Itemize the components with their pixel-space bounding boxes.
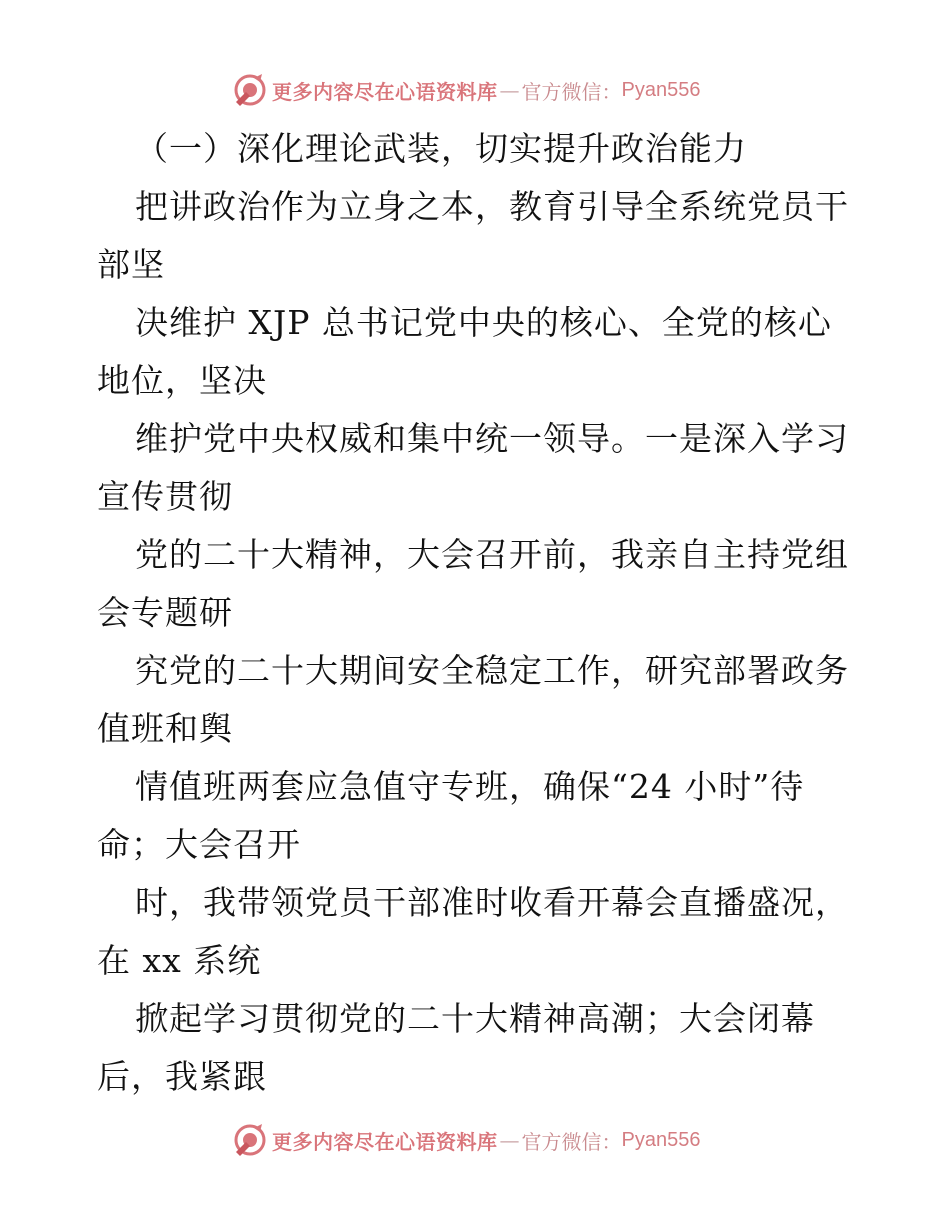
paragraph-line: 掀起学习贯彻党的二十大精神高潮；大会闭幕 — [135, 999, 815, 1038]
paragraph-line: 决维护 XJP 总书记党中央的核心、全党的核心 — [135, 303, 832, 342]
paragraph-line: 地位，坚决 — [97, 361, 267, 400]
watermark-wechat-id: Pyan556 — [621, 78, 701, 101]
paragraph-line: 会专题研 — [97, 593, 233, 632]
paragraph-line: 后，我紧跟 — [97, 1057, 267, 1096]
document-body — [97, 120, 857, 1106]
paragraph-line: 情值班两套应急值守专班，确保“24 小时”待 — [135, 767, 805, 806]
watermark-separator: — — [499, 1128, 520, 1152]
paragraph-line: 维护党中央权威和集中统一领导。一是深入学习 — [135, 419, 849, 458]
paragraph-line: 究党的二十大期间安全稳定工作，研究部署政务 — [135, 651, 849, 690]
paragraph-line: 宣传贯彻 — [97, 477, 233, 516]
header-watermark-banner — [232, 70, 700, 110]
paragraph-line: 在 xx 系统 — [97, 941, 262, 980]
paragraph-line: 时，我带领党员干部准时收看开幕会直播盛况， — [135, 883, 849, 922]
watermark-separator: — — [499, 78, 520, 102]
watermark-wechat-label: 官方微信： — [521, 79, 622, 104]
footer-watermark-banner — [232, 1120, 700, 1160]
watermark-brand-text: 更多内容尽在心语资料库 — [272, 1129, 498, 1154]
section-heading: （一）深化理论武装，切实提升政治能力 — [135, 129, 747, 168]
watermark-wechat-label: 官方微信： — [521, 1129, 622, 1154]
paragraph-line: 把讲政治作为立身之本，教育引导全系统党员干 — [135, 187, 849, 226]
pen-circle-logo-icon — [232, 72, 268, 108]
paragraph-line: 值班和舆 — [97, 709, 233, 748]
watermark-brand-text: 更多内容尽在心语资料库 — [272, 79, 498, 104]
paragraph-line: 命；大会召开 — [97, 825, 301, 864]
paragraph-line: 部坚 — [97, 245, 165, 284]
pen-circle-logo-icon — [232, 1122, 268, 1158]
watermark-wechat-id: Pyan556 — [621, 1128, 701, 1151]
paragraph-line: 党的二十大精神，大会召开前，我亲自主持党组 — [135, 535, 849, 574]
